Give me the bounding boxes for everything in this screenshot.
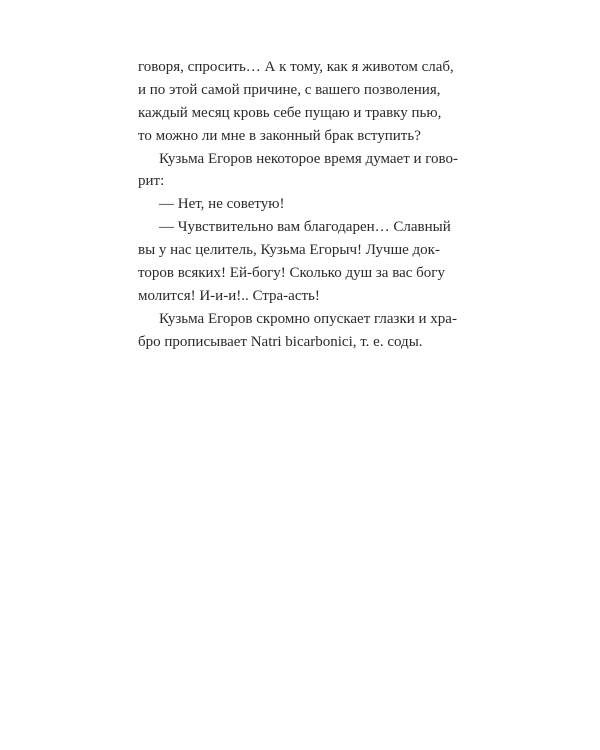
text-line: и по этой самой причине, с вашего позволения, [138,81,441,98]
text-line: Кузьма Егоров скромно опускает глазки и хра- [159,310,457,327]
text-line: вы у нас целитель, Кузьма Егорыч! Лучше док- [138,242,440,259]
text-line: то можно ли мне в законный брак вступить? [138,127,421,144]
text-line: каждый месяц кровь себе пущаю и травку пью, [138,104,442,121]
text-line: бро прописывает Natri bicarbonici, т. е. соды. [138,333,423,350]
body-text [138,56,468,354]
text-line: — Нет, не советую! [159,196,285,213]
text-line: — Чувствительно вам благодарен… Славный [159,219,451,236]
text-line: говоря, спросить… А к тому, как я животом слаб, [138,59,454,75]
text-line: Кузьма Егоров некоторое время думает и гово- [159,150,459,167]
text-line: рит: [138,173,165,190]
text-line: торов всяких! Ей-богу! Сколько душ за вас богу [138,265,445,282]
text-line: молится! И-и-и!.. Стра-асть! [138,287,320,304]
